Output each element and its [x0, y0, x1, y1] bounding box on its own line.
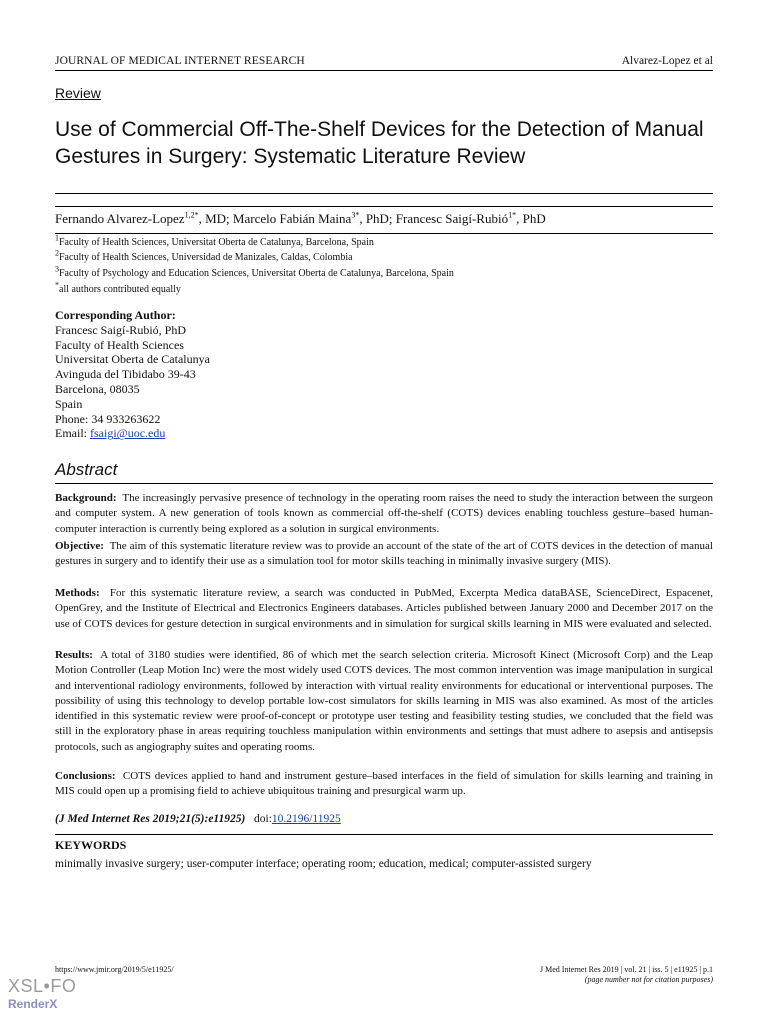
corresponding-author-block	[55, 308, 210, 441]
affiliation-mark: 2	[55, 248, 59, 258]
author-affiliation-mark: 1*	[508, 210, 517, 220]
abstract-background	[55, 491, 713, 537]
logo-line-2: RenderX	[8, 997, 58, 1011]
abstract-section-text: The increasingly pervasive presence of technology in the operating room raises the need to study the interaction between the surgeon and computer system. A new generation of tools known as commercial off-the-shelf (COTS) devices enabling touchless gesture–based human-computer interaction is currently being explored as a solution in surgical environments.	[55, 492, 713, 535]
affiliation-text: Faculty of Psychology and Education Sciences, Universitat Oberta de Catalunya, Barcelona, Spain	[59, 268, 454, 279]
section-label-link[interactable]: Review	[55, 85, 101, 101]
author-list	[55, 211, 546, 227]
corresponding-line: Spain	[55, 396, 83, 411]
affiliation-item	[55, 233, 374, 248]
corresponding-line: Phone: 34 933263622	[55, 411, 161, 426]
abstract-conclusions	[55, 769, 713, 800]
affiliation-mark: 1	[55, 233, 59, 243]
footer-url: https://www.jmir.org/2019/5/e11925/	[55, 965, 174, 974]
author-affiliation-mark: 1,2*	[184, 210, 199, 220]
citation-ref: (J Med Internet Res 2019;21(5):e11925)	[55, 813, 246, 825]
abstract-section-text: COTS devices applied to hand and instrument gesture–based interfaces in the field of simulation for skills learning and training in MIS could open up a promising field to achieve ubiquitous training and presurgical warm up.	[55, 770, 713, 798]
footer-page-note: (page number not for citation purposes)	[584, 975, 713, 984]
doi-link[interactable]: 10.2196/11925	[271, 813, 341, 825]
keywords-text: minimally invasive surgery; user-computer interface; operating room; education, medical; computer-assisted surgery	[55, 858, 592, 870]
authors-rule	[55, 233, 713, 234]
title-rule-bottom	[55, 206, 713, 207]
affiliation-text: Faculty of Health Sciences, Universitat Oberta de Catalunya, Barcelona, Spain	[59, 237, 374, 248]
doi-label: doi:	[254, 813, 272, 825]
abstract-section-label: Conclusions:	[55, 770, 116, 782]
abstract-rule	[55, 483, 713, 484]
header-rule	[55, 70, 713, 71]
affiliation-item	[55, 280, 181, 295]
article-title: Use of Commercial Off-The-Shelf Devices for the Detection of Manual Gestures in Surgery: Systematic Literature Review	[55, 118, 704, 168]
abstract-heading: Abstract	[55, 460, 118, 479]
abstract-section-text: A total of 3180 studies were identified, 86 of which met the search selection criteria. Microsoft Kinect (Microsoft Corp) and the Leap Motion Controller (Leap Motion Inc) were the most widely used COTS devices. The most common intervention was image manipulation in surgical and interventional radiology environments, followed by interaction with virtual reality environments for educational or interventional purposes. The possibility of using this technology to develop portable low-cost simulators for skills learning in MIS was also examined. As most of the articles identified in this systematic review were proof-of-concept or prototype user testing and feasibility testing studies, we concluded that the field was still in the exploratory phase in areas requiring touchless manipulation within environments and settings that must adhere to asepsis and antisepsis protocols, such as angiography suites and operating rooms.	[55, 649, 713, 753]
affiliation-item	[55, 264, 454, 279]
author-degree: , MD;	[198, 211, 233, 226]
author-degree: , PhD;	[359, 211, 396, 226]
running-author: Alvarez-Lopez et al	[621, 55, 713, 67]
abstract-section-text: The aim of this systematic literature review was to provide an account of the state of the art of COTS devices in the detection of manual gestures in surgery and to identify their use as a simulation tool for motor skills teaching in minimally invasive surgery (MIS).	[55, 540, 713, 568]
title-rule-top	[55, 193, 713, 194]
affiliation-item	[55, 248, 353, 263]
corresponding-author-heading: Corresponding Author:	[55, 308, 176, 322]
abstract-section-text: For this systematic literature review, a search was conducted in PubMed, Excerpta Medica dataBASE, ScienceDirect, Espacenet, OpenGrey, and the Institute of Electrical and Electronics Engineers databases. Articles published between January 2000 and December 2017 on the use of COTS devices for gesture detection in surgical environments and in simulation for surgical skills learning in MIS were evaluated and selected.	[55, 587, 714, 630]
journal-name: JOURNAL OF MEDICAL INTERNET RESEARCH	[55, 55, 305, 67]
corresponding-line: Faculty of Health Sciences	[55, 337, 184, 352]
abstract-objective	[55, 539, 713, 570]
author-name: Marcelo Fabián Maina	[232, 211, 352, 226]
footer-page-info	[540, 965, 713, 985]
abstract-methods	[55, 586, 713, 632]
email-label: Email:	[55, 426, 90, 441]
logo-line-1: XSL•FO	[8, 976, 77, 996]
corresponding-line: Avinguda del Tibidabo 39-43	[55, 367, 196, 382]
author-name: Fernando Alvarez-Lopez	[55, 211, 185, 226]
affiliation-text: all authors contributed equally	[59, 284, 181, 295]
affiliation-mark: *	[55, 280, 59, 290]
author-affiliation-mark: 3*	[351, 210, 360, 220]
affiliation-mark: 3	[55, 264, 59, 274]
corresponding-line: Francesc Saigí-Rubió, PhD	[55, 322, 186, 337]
abstract-results	[55, 648, 713, 755]
footer-journal-info: J Med Internet Res 2019 | vol. 21 | iss. 5 | e11925 | p.1	[540, 965, 713, 974]
email-link[interactable]: fsaigi@uoc.edu	[90, 426, 166, 441]
abstract-section-label: Methods:	[55, 587, 100, 599]
corresponding-line: Barcelona, 08035	[55, 381, 140, 396]
abstract-section-label: Results:	[55, 649, 93, 661]
corresponding-line: Universitat Oberta de Catalunya	[55, 352, 210, 367]
affiliation-text: Faculty of Health Sciences, Universidad de Manizales, Caldas, Colombia	[59, 252, 353, 263]
keywords-heading: KEYWORDS	[55, 838, 127, 852]
author-degree: , PhD	[516, 211, 546, 226]
author-name: Francesc Saigí-Rubió	[395, 211, 509, 226]
citation-line	[55, 813, 341, 825]
keywords-rule	[55, 834, 713, 835]
abstract-section-label: Objective:	[55, 540, 104, 552]
abstract-section-label: Background:	[55, 492, 117, 504]
renderx-logo	[8, 977, 76, 1013]
